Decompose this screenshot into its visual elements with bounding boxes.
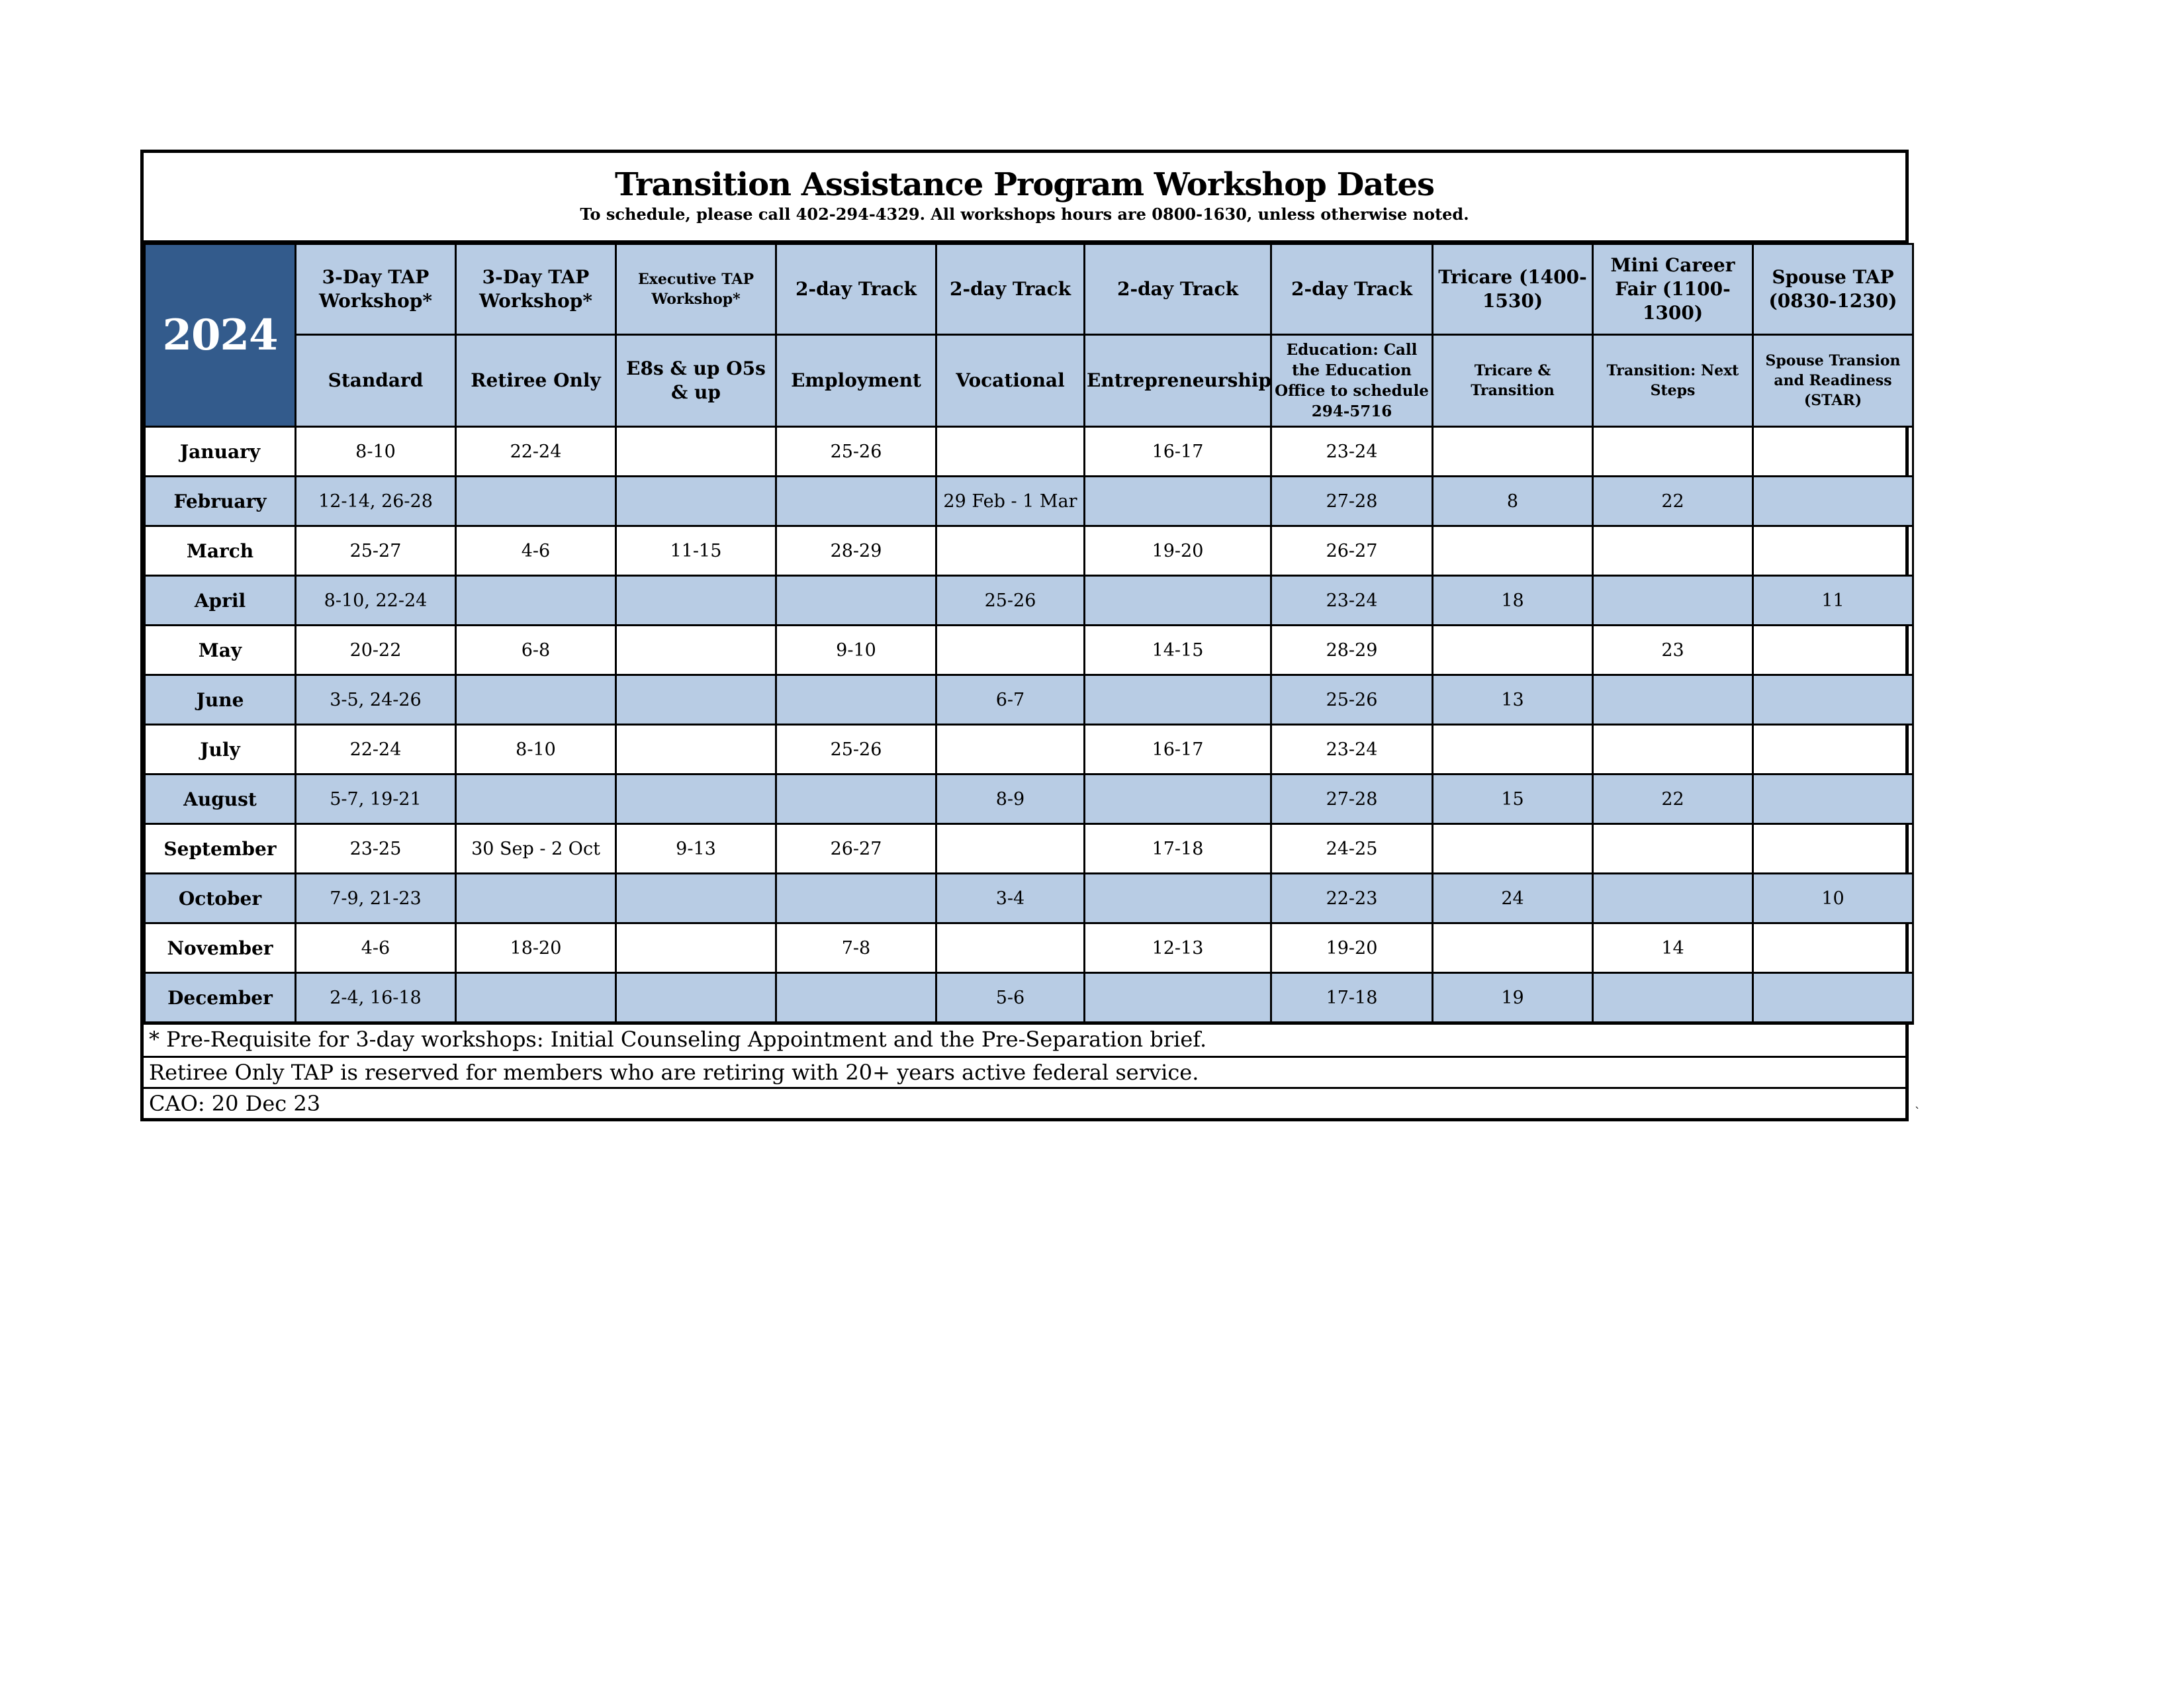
date-cell: 23-24 [1271, 427, 1433, 477]
column-header-bottom: Retiree Only [456, 335, 616, 427]
date-cell: 17-18 [1271, 973, 1433, 1023]
date-cell: 11-15 [616, 526, 776, 576]
table-row [145, 576, 1913, 626]
column-header-bottom: Vocational [936, 335, 1085, 427]
date-cell [776, 874, 936, 923]
date-cell [1433, 626, 1593, 675]
date-cell: 19-20 [1271, 923, 1433, 973]
date-cell: 10 [1753, 874, 1913, 923]
date-cell: 19 [1433, 973, 1593, 1023]
column-header-top: 3-Day TAP Workshop* [296, 244, 456, 335]
date-cell: 12-13 [1085, 923, 1271, 973]
date-cell: 14-15 [1085, 626, 1271, 675]
column-header-bottom: Spouse Transion and Readiness (STAR) [1753, 335, 1913, 427]
table-row [145, 824, 1913, 874]
table-row [145, 526, 1913, 576]
date-cell [1085, 576, 1271, 626]
date-cell [1593, 427, 1753, 477]
column-header-bottom: E8s & up O5s & up [616, 335, 776, 427]
date-cell [1433, 427, 1593, 477]
date-cell [936, 626, 1085, 675]
year-cell: 2024 [145, 244, 296, 427]
page-subtitle: To schedule, please call 402-294-4329. All workshops hours are 0800-1630, unless otherwise noted. [580, 205, 1469, 224]
date-cell [456, 973, 616, 1023]
column-header-top: 2-day Track [776, 244, 936, 335]
header-row-top [145, 244, 1913, 335]
column-header-top: 2-day Track [936, 244, 1085, 335]
date-cell: 5-7, 19-21 [296, 774, 456, 824]
date-cell: 11 [1753, 576, 1913, 626]
date-cell [1753, 526, 1913, 576]
date-cell [616, 477, 776, 526]
date-cell [1085, 874, 1271, 923]
date-cell [1753, 824, 1913, 874]
date-cell: 15 [1433, 774, 1593, 824]
date-cell [936, 725, 1085, 774]
date-cell [1433, 824, 1593, 874]
column-header-bottom: Entrepreneurship [1085, 335, 1271, 427]
date-cell: 3-4 [936, 874, 1085, 923]
table-row [145, 675, 1913, 725]
column-header-top: 2-day Track [1271, 244, 1433, 335]
date-cell: 24-25 [1271, 824, 1433, 874]
date-cell [1593, 725, 1753, 774]
date-cell [1433, 923, 1593, 973]
date-cell: 14 [1593, 923, 1753, 973]
date-cell [616, 973, 776, 1023]
table-row [145, 973, 1913, 1023]
date-cell: 28-29 [1271, 626, 1433, 675]
date-cell: 23-24 [1271, 725, 1433, 774]
month-label: November [145, 923, 296, 973]
date-cell [456, 874, 616, 923]
date-cell: 26-27 [1271, 526, 1433, 576]
date-cell [776, 675, 936, 725]
date-cell: 25-26 [776, 427, 936, 477]
title-block [144, 153, 1905, 243]
date-cell [1593, 526, 1753, 576]
date-cell: 8-10, 22-24 [296, 576, 456, 626]
date-cell [1433, 725, 1593, 774]
date-cell: 6-7 [936, 675, 1085, 725]
date-cell: 18 [1433, 576, 1593, 626]
footnote-cao-date: CAO: 20 Dec 23 [144, 1087, 1905, 1118]
date-cell: 17-18 [1085, 824, 1271, 874]
date-cell: 9-10 [776, 626, 936, 675]
date-cell: 6-8 [456, 626, 616, 675]
date-cell [616, 923, 776, 973]
date-cell: 4-6 [296, 923, 456, 973]
footnote-retiree: Retiree Only TAP is reserved for members who are retiring with 20+ years active federal service. [144, 1056, 1905, 1087]
date-cell: 22-23 [1271, 874, 1433, 923]
date-cell [1593, 576, 1753, 626]
date-cell: 18-20 [456, 923, 616, 973]
month-label: May [145, 626, 296, 675]
date-cell: 2-4, 16-18 [296, 973, 456, 1023]
date-cell: 29 Feb - 1 Mar [936, 477, 1085, 526]
date-cell [456, 477, 616, 526]
table-row [145, 923, 1913, 973]
month-label: August [145, 774, 296, 824]
date-cell [1085, 973, 1271, 1023]
date-cell [1753, 427, 1913, 477]
date-cell [1593, 675, 1753, 725]
date-cell: 7-8 [776, 923, 936, 973]
date-cell: 30 Sep - 2 Oct [456, 824, 616, 874]
workshop-schedule-sheet [140, 150, 1909, 1121]
column-header-top: 2-day Track [1085, 244, 1271, 335]
date-cell [456, 576, 616, 626]
column-header-top: Mini Career Fair (1100-1300) [1593, 244, 1753, 335]
month-label: July [145, 725, 296, 774]
date-cell: 20-22 [296, 626, 456, 675]
date-cell: 4-6 [456, 526, 616, 576]
table-row [145, 477, 1913, 526]
table-row [145, 774, 1913, 824]
date-cell [1433, 526, 1593, 576]
date-cell [1753, 725, 1913, 774]
date-cell: 8-9 [936, 774, 1085, 824]
page-title: Transition Assistance Program Workshop Dates [614, 166, 1435, 203]
date-cell [616, 626, 776, 675]
month-label: March [145, 526, 296, 576]
table-row [145, 427, 1913, 477]
date-cell [1593, 973, 1753, 1023]
date-cell [936, 824, 1085, 874]
date-cell: 22 [1593, 774, 1753, 824]
date-cell [616, 874, 776, 923]
date-cell: 25-26 [936, 576, 1085, 626]
date-cell [1085, 675, 1271, 725]
date-cell [1593, 874, 1753, 923]
table-row [145, 626, 1913, 675]
date-cell: 12-14, 26-28 [296, 477, 456, 526]
date-cell [616, 774, 776, 824]
column-header-bottom: Employment [776, 335, 936, 427]
date-cell: 28-29 [776, 526, 936, 576]
header-row-bottom [145, 335, 1913, 427]
date-cell [936, 526, 1085, 576]
date-cell: 22-24 [296, 725, 456, 774]
date-cell: 23-25 [296, 824, 456, 874]
date-cell [616, 576, 776, 626]
date-cell: 19-20 [1085, 526, 1271, 576]
table-row [145, 725, 1913, 774]
date-cell: 7-9, 21-23 [296, 874, 456, 923]
month-label: June [145, 675, 296, 725]
date-cell [1753, 923, 1913, 973]
month-label: September [145, 824, 296, 874]
column-header-bottom: Transition: Next Steps [1593, 335, 1753, 427]
date-cell [1753, 626, 1913, 675]
date-cell [776, 576, 936, 626]
month-label: October [145, 874, 296, 923]
month-label: February [145, 477, 296, 526]
table-row [145, 874, 1913, 923]
date-cell [456, 774, 616, 824]
date-cell [456, 675, 616, 725]
date-cell [776, 774, 936, 824]
footnote-prerequisite: * Pre-Requisite for 3-day workshops: Initial Counseling Appointment and the Pre-Separation brief. [149, 1027, 1207, 1052]
month-label: January [145, 427, 296, 477]
column-header-top: 3-Day TAP Workshop* [456, 244, 616, 335]
date-cell: 24 [1433, 874, 1593, 923]
date-cell [1753, 477, 1913, 526]
date-cell: 27-28 [1271, 774, 1433, 824]
date-cell [776, 973, 936, 1023]
date-cell [616, 427, 776, 477]
date-cell: 25-27 [296, 526, 456, 576]
stray-mark: ` [1915, 1105, 1921, 1119]
month-label: April [145, 576, 296, 626]
date-cell: 9-13 [616, 824, 776, 874]
date-cell: 8 [1433, 477, 1593, 526]
date-cell [1085, 774, 1271, 824]
schedule-table [144, 243, 1914, 1025]
column-header-bottom: Standard [296, 335, 456, 427]
date-cell [936, 427, 1085, 477]
date-cell: 16-17 [1085, 427, 1271, 477]
date-cell [616, 725, 776, 774]
date-cell: 16-17 [1085, 725, 1271, 774]
date-cell: 23-24 [1271, 576, 1433, 626]
month-rows [145, 427, 1913, 1023]
date-cell [1593, 824, 1753, 874]
date-cell [1753, 774, 1913, 824]
date-cell [1753, 973, 1913, 1023]
date-cell [1085, 477, 1271, 526]
date-cell [776, 477, 936, 526]
date-cell: 22 [1593, 477, 1753, 526]
date-cell: 8-10 [456, 725, 616, 774]
date-cell: 27-28 [1271, 477, 1433, 526]
date-cell: 22-24 [456, 427, 616, 477]
column-header-top: Executive TAP Workshop* [616, 244, 776, 335]
month-label: December [145, 973, 296, 1023]
date-cell [936, 923, 1085, 973]
date-cell: 13 [1433, 675, 1593, 725]
date-cell: 26-27 [776, 824, 936, 874]
date-cell: 23 [1593, 626, 1753, 675]
date-cell: 25-26 [1271, 675, 1433, 725]
column-header-top: Tricare (1400-1530) [1433, 244, 1593, 335]
footnotes [144, 1025, 1905, 1118]
column-header-top: Spouse TAP (0830-1230) [1753, 244, 1913, 335]
date-cell: 3-5, 24-26 [296, 675, 456, 725]
date-cell: 8-10 [296, 427, 456, 477]
date-cell: 5-6 [936, 973, 1085, 1023]
date-cell [1753, 675, 1913, 725]
column-header-bottom: Tricare & Transition [1433, 335, 1593, 427]
date-cell [616, 675, 776, 725]
column-header-bottom: Education: Call the Education Office to schedule 294-5716 [1271, 335, 1433, 427]
date-cell: 25-26 [776, 725, 936, 774]
